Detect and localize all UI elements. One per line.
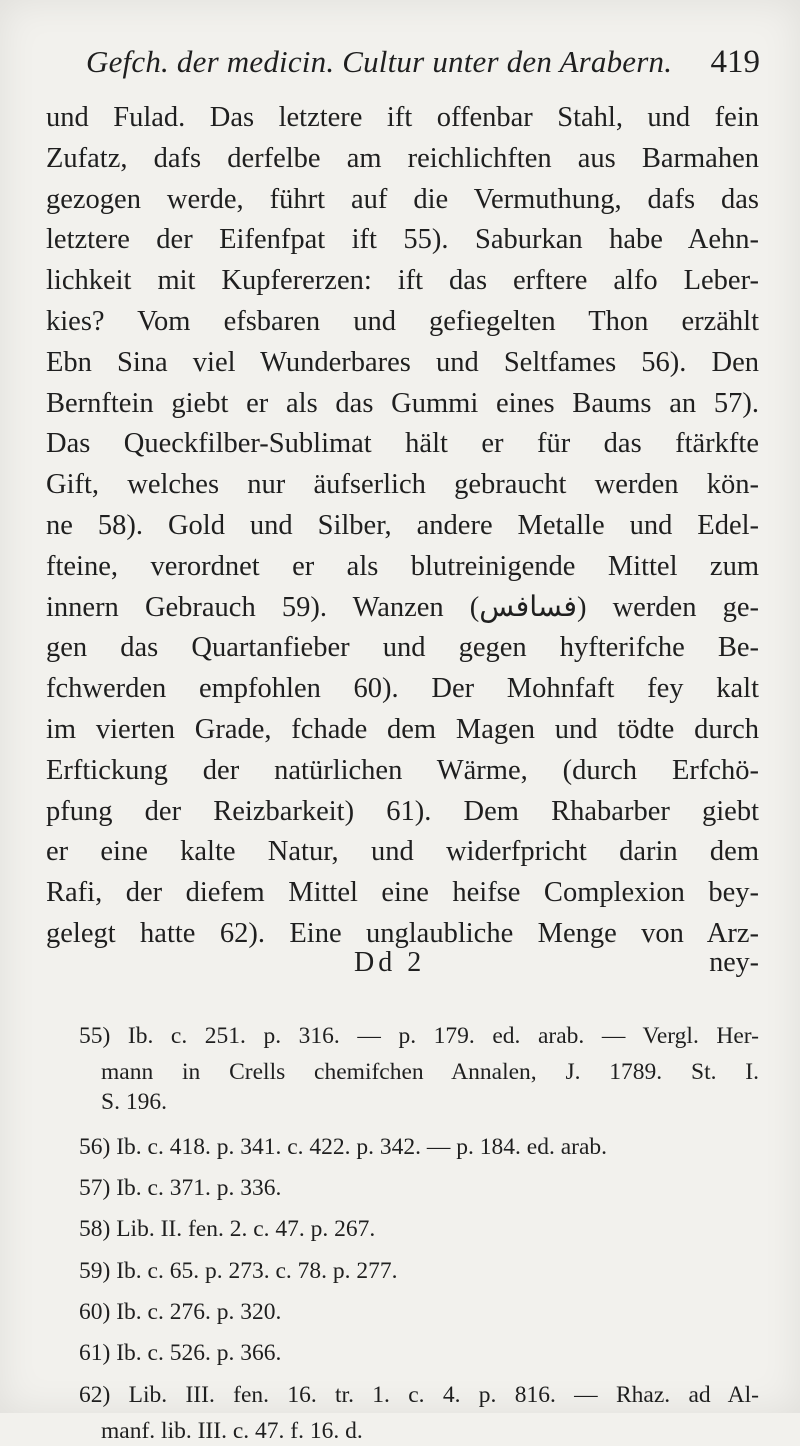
body-line: pfung der Reizbarkeit) 61). Dem Rhabarber giebt (46, 795, 759, 827)
footnotes (79, 1015, 759, 1446)
body-text (46, 98, 759, 955)
body-line: fteine, verordnet er als blutreinigende Mittel zum (46, 550, 759, 582)
page-number: 419 (710, 44, 760, 80)
page-header (78, 44, 768, 94)
footnote-line: manf. lib. III. c. 47. f. 16. d. (101, 1418, 363, 1445)
body-line: gelegt hatte 62). Eine unglaubliche Menge von Arz- (46, 917, 759, 949)
body-line: innern Gebrauch 59). Wanzen (فسافس) werden ge- (46, 591, 759, 623)
catchword: ney- (709, 947, 759, 978)
footnote-line: S. 196. (101, 1089, 167, 1115)
body-line: Gift, welches nur äufserlich gebraucht werden kön- (46, 469, 759, 501)
footnote-59: 59) Ib. c. 65. p. 273. c. 78. p. 277. (79, 1257, 398, 1284)
footnote-line: 62) Lib. III. fen. 16. tr. 1. c. 4. p. 816. — Rhaz. ad Al- (79, 1382, 759, 1409)
signature-line (46, 947, 759, 987)
body-line: letztere der Eifenfpat ift 55). Saburkan habe Aehn- (46, 224, 759, 256)
signature-mark: Dd 2 (354, 947, 426, 978)
body-line: Erftickung der natürlichen Wärme, (durch Erfchö- (46, 754, 759, 786)
footnote-gap (79, 1117, 759, 1127)
body-line: im vierten Grade, fchade dem Magen und tödte durch (46, 713, 759, 745)
footnote-60: 60) Ib. c. 276. p. 320. (79, 1298, 282, 1325)
body-line: Bernftein giebt er als das Gummi eines Baums an 57). (46, 387, 759, 419)
body-line: ne 58). Gold und Silber, andere Metalle und Edel- (46, 509, 759, 541)
body-line: gen das Quartanfieber und gegen hyfterifche Be- (46, 632, 759, 664)
body-line: Rafi, der diefem Mittel eine heifse Complexion bey- (46, 877, 759, 909)
body-line: lichkeit mit Kupfererzen: ift das erftere alfo Leber- (46, 265, 759, 297)
body-line: kies? Vom efsbaren und gefiegelten Thon erzählt (46, 305, 759, 337)
footnote-56: 56) Ib. c. 418. p. 341. c. 422. p. 342. — p. 184. ed. arab. (79, 1134, 608, 1160)
body-line: Das Queckfilber-Sublimat hält er für das ftärkfte (46, 428, 759, 460)
footnote-line: 55) Ib. c. 251. p. 316. — p. 179. ed. arab. — Vergl. Her- (79, 1023, 759, 1049)
body-line: Ebn Sina viel Wunderbares und Seltfames 56). Den (46, 346, 759, 378)
body-line: fchwerden empfohlen 60). Der Mohnfaft fey kalt (46, 673, 759, 705)
body-line: Zufatz, dafs derfelbe am reichlichften aus Barmahen (46, 142, 759, 174)
footnote-55 (79, 1015, 759, 1117)
footnote-57: 57) Ib. c. 371. p. 336. (79, 1175, 282, 1202)
footnote-62 (79, 1374, 759, 1446)
footnote-58: 58) Lib. II. fen. 2. c. 47. p. 267. (79, 1216, 376, 1243)
footnote-61: 61) Ib. c. 526. p. 366. (79, 1339, 282, 1366)
body-line: gezogen werde, führt auf die Vermuthung, dafs das (46, 183, 759, 215)
body-line: und Fulad. Das letztere ift offenbar Stahl, und fein (46, 102, 759, 133)
footnote-line: mann in Crells chemifchen Annalen, J. 1789. St. I. (101, 1059, 759, 1085)
body-line: er eine kalte Natur, und widerfpricht darin dem (46, 836, 759, 868)
running-title: Gefch. der medicin. Cultur unter den Arabern. (86, 44, 673, 79)
